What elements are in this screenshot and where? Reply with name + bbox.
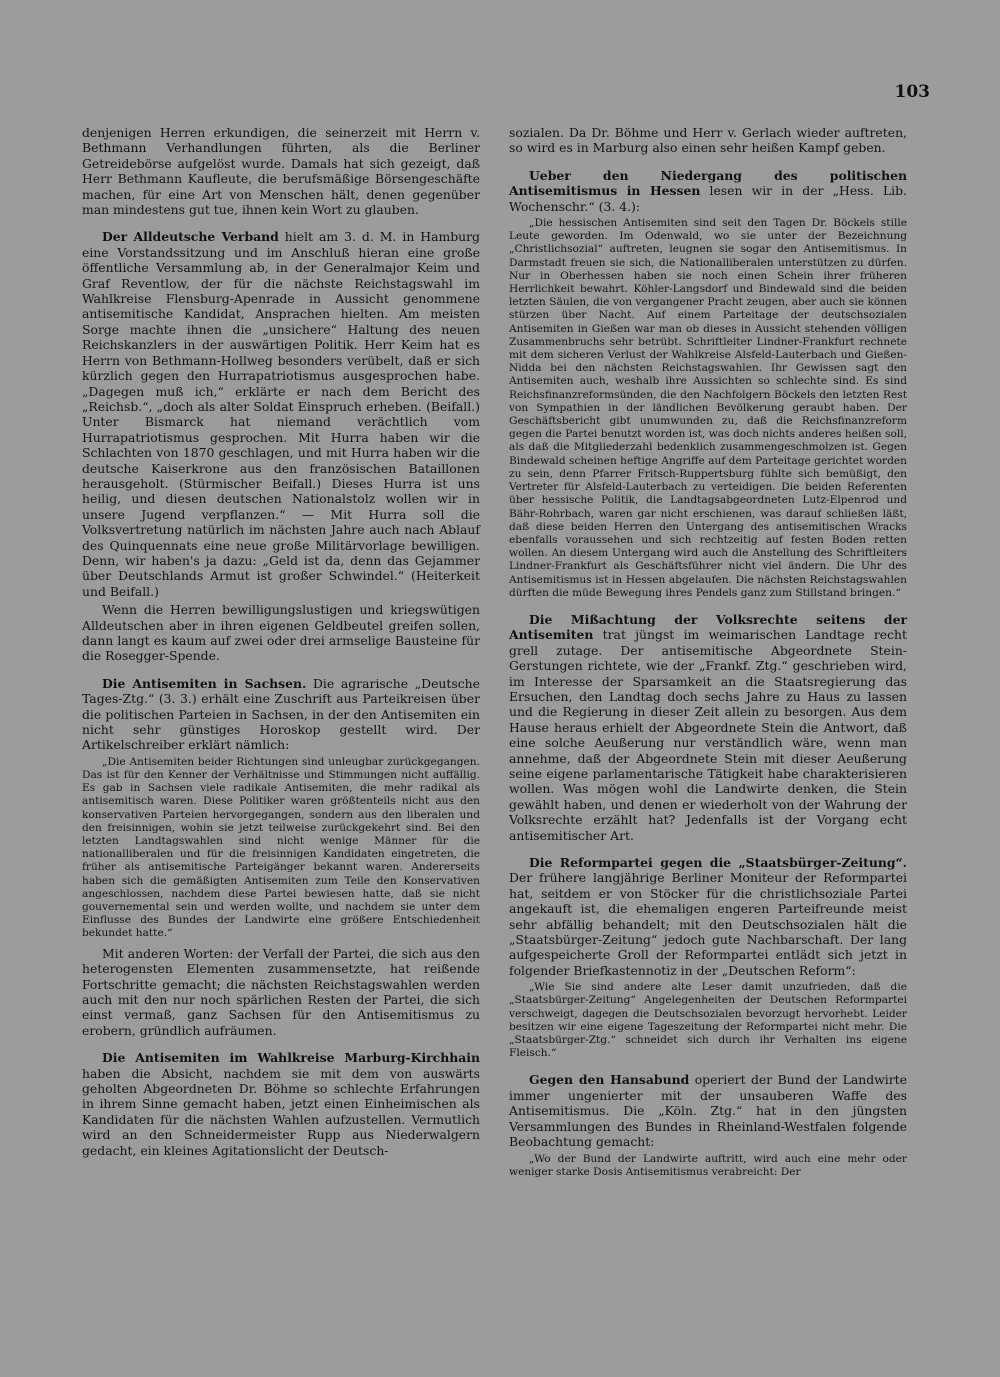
- section-heading: Die Antisemiten in Sachsen.: [102, 675, 307, 691]
- right-paragraph-1: sozialen. Da Dr. Böhme und Herr v. Gerlach wieder auftreten, so wird es in Marburg also einen sehr heißen Kampf geben.: [509, 125, 907, 156]
- section-heading: Die Antisemiten im Wahlkreise Marburg-Kirchhain: [102, 1050, 480, 1066]
- section-heading: Ueber den Niedergang des politischen Antisemitismus in Hessen: [509, 167, 907, 199]
- left-section-marburg: [82, 1050, 480, 1158]
- right-quote-hansabund: „Wo der Bund der Landwirte auftritt, wird auch eine mehr oder weniger starke Dosis Antisemitismus verabreicht: Der: [509, 1152, 907, 1178]
- section-heading: Der Alldeutsche Verband: [102, 229, 279, 245]
- right-section-hessen: [509, 168, 907, 214]
- section-heading: Gegen den Hansabund: [529, 1072, 690, 1088]
- right-section-hansabund: [509, 1072, 907, 1149]
- section-body: operiert der Bund der Landwirte immer ungenierter mit der unsauberen Waffe des Antisemitismus. Die „Köln. Ztg.“ hat in den jüngsten Versammlungen des Bundes in Rheinland-Westfalen folgende Beobachtung gemacht:: [509, 1072, 907, 1150]
- right-quote-reform: „Wie Sie sind andere alte Leser damit unzufrieden, daß die „Staatsbürger-Zeitung“ Angelegenheiten der Deutschen Reformpartei verschweigt, dagegen die Deutschsozialen bevorzugt hervorhebt. Leider besitzen wir eine eigene Tageszeitung der Reformpartei nicht mehr. Die „Staatsbürger-Ztg.“ schneidet sich durch ihr Verhalten ins eigene Fleisch.“: [509, 981, 907, 1060]
- section-body: trat jüngst im weimarischen Landtage recht grell zutage. Der antisemitische Abgeordnete Stein-Gerstungen richtete, wie der „Frankf. Ztg.“ geschrieben wird, im Interesse der Sparsamkeit an die Staatsregierung das Ersuchen, den Landtag doch sechs Jahre zu Haus zu lassen und die Regierung in dieser Zeit allein zu besorgen. Aus dem Hause heraus erhielt der Abgeordnete Stein die Antwort, daß eine solche Aeußerung nur verständlich wäre, wenn man annehme, daß der Abgeordnete Stein mit dieser Aeußerung seine eigene parlamentarische Tätigkeit habe charakterisieren wollen. Was mögen wohl die Landwirte denken, die Stein gewählt haben, und denen er wiederholt von der Wahrung der Volksrechte erzählt hat? Jedenfalls ist der Vorgang echt antisemitischer Art.: [509, 627, 907, 843]
- left-column: [82, 125, 480, 1161]
- right-section-volksrechte: [509, 612, 907, 843]
- left-section-sachsen: [82, 676, 480, 753]
- section-body: hielt am 3. d. M. in Hamburg eine Vorstandssitzung und im Anschluß hieran eine große öffentliche Versammlung ab, in der Generalmajor Keim und Graf Reventlow, der für die nächste Reichstagswahl im Wahlkreise Flensburg-Apenrade in Aussicht genommene antisemitische Kandidat, Ansprachen hielten. Am meisten Sorge machte ihnen die „unsichere“ Haltung des neuen Reichskanzlers in der auswärtigen Politik. Herr Keim hat es Herrn von Bethmann-Hollweg besonders verübelt, daß er sich kürzlich gegen den Hurrapatriotismus ausgesprochen habe. „Dagegen muß ich,“ erklärte er nach dem Bericht des „Reichsb.“, „doch als alter Soldat Einspruch erheben. (Beifall.) Unter Bismarck hat niemand verächtlich vom Hurrapatriotismus gesprochen. Mit Hurra haben wir die Schlachten von 1870 geschlagen, und mit Hurra haben wir die deutsche Kaiserkrone aus den französischen Bataillonen herausgeholt. (Stürmischer Beifall.) Dieses Hurra ist uns heilig, und diesen deutschen Nationalstolz wollen wir in unsere Jugend verpflanzen.“ — Mit Hurra soll die Volksvertretung natürlich im nächsten Jahre auch nach Ablauf des Quinquennats eine neue große Militärvorlage bewilligen. Denn, wir haben's ja dazu: „Geld ist da, denn das Gejammer über Deutschlands Armut ist großer Schwindel.“ (Heiterkeit und Beifall.): [82, 229, 480, 599]
- section-heading: Die Reformpartei gegen die „Staatsbürger-Zeitung“.: [529, 855, 907, 871]
- left-paragraph-1: denjenigen Herren erkundigen, die seinerzeit mit Herrn v. Bethmann Verhandlungen führten, als die Berliner Getreidebörse aufgelöst wurde. Damals hat sich gezeigt, daß Herr Bethmann Kaufleute, die berufsmäßige Börsengeschäfte machen, für eine Art von Menschen hält, denen gegenüber man mindestens gut tue, ihnen kein Wort zu glauben.: [82, 125, 480, 218]
- page-number: 103: [894, 82, 930, 102]
- section-heading: Die Mißachtung der Volksrechte seitens der Antisemiten: [509, 611, 907, 643]
- section-body: Der frühere langjährige Berliner Moniteur der Reformpartei hat, seitdem er von Stöcker für die christlichsoziale Partei angekauft ist, die ehemaligen engeren Parteifreunde meist sehr abfällig behandelt; mit den Deutschsozialen hält die „Staatsbürger-Zeitung“ jedoch gute Nachbarschaft. Der lang aufgespeicherte Groll der Reformpartei entlädt sich jetzt in folgender Briefkastennotiz in der „Deutschen Reform“:: [509, 870, 907, 978]
- left-paragraph-rosegger: Wenn die Herren bewilligungslustigen und kriegswütigen Alldeutschen aber in ihren eigenen Geldbeutel greifen sollen, dann langt es kaum auf zwei oder drei armselige Bausteine für die Rosegger-Spende.: [82, 602, 480, 664]
- left-paragraph-verfall: Mit anderen Worten: der Verfall der Partei, die sich aus den heterogensten Elementen zusammensetzte, hat reißende Fortschritte gemacht; die nächsten Reichstagswahlen werden auch mit den nur noch spärlichen Resten der Partei, die sich einst vermaß, ganz Sachsen für den Antisemitismus zu erobern, gründlich aufräumen.: [82, 945, 480, 1038]
- right-section-reformpartei: [509, 855, 907, 978]
- left-quote-sachsen: „Die Antisemiten beider Richtungen sind unleugbar zurückgegangen. Das ist für den Kenner der Verhältnisse und Stimmungen nicht auffällig. Es gab in Sachsen viele radikale Antisemiten, die mehr radikal als antisemitisch waren. Diese Politiker waren größtenteils nicht aus den konservativen Parteien hervorgegangen, sondern aus den liberalen und den freisinnigen, wohin sie jetzt teilweise zurückgekehrt sind. Bei den letzten Landtagswahlen sind nicht wenige Männer für die nationalliberalen und für die freisinnigen Kandidaten eingetreten, die früher als antisemitische Parteigänger bekannt waren. Andererseits haben sich die gemäßigten Antisemiten zum Teile den Konservativen angeschlossen, nachdem diese Partei bewiesen hatte, daß sie nicht gouvernemental sein und werden wollte, und nachdem sie unter dem Einflusse des Bundes der Landwirte eine größere Entschiedenheit bekundet hatte.“: [82, 755, 480, 940]
- section-body: Die agrarische „Deutsche Tages-Ztg.“ (3. 3.) erhält eine Zuschrift aus Parteikreisen über die politischen Parteien in Sachsen, in der den Antisemiten ein nicht sehr günstiges Horoskop gestellt wird. Der Artikelschreiber erklärt nämlich:: [82, 675, 480, 753]
- right-column: [509, 125, 907, 1184]
- section-body: haben die Absicht, nachdem sie mit dem von auswärts geholten Abgeordneten Dr. Böhme so schlechte Erfahrungen in ihrem Sinne gemacht haben, jetzt einen Einheimischen als Kandidaten für die nächsten Wahlen aufzustellen. Vermutlich wird an den Schneidermeister Rupp aus Niederwalgern gedacht, ein kleines Agitationslicht der Deutsch-: [82, 1065, 480, 1158]
- right-quote-hessen: „Die hessischen Antisemiten sind seit den Tagen Dr. Böckels stille Leute geworden. Im Odenwald, wo sie unter der Bezeichnung „Christlichsozial“ auftreten, leugnen sie sogar den Antisemitismus. In Darmstadt freuen sie sich, die Nationalliberalen unterstützen zu dürfen. Nur in Oberhessen haben sie noch einen Schein ihrer früheren Herrlichkeit bewahrt. Köhler-Langsdorf und Bindewald sind die beiden letzten Säulen, die von vergangener Pracht zeugen, aber auch sie können stürzen über Nacht. Auf einem Parteitage der deutschsozialen Antisemiten in Gießen war man ob dieses in Aussicht stehenden völligen Zusammenbruchs sehr betrübt. Schriftleiter Lindner-Frankfurt rechnete mit dem sicheren Verlust der Wahlkreise Alsfeld-Lauterbach und Gießen-Nidda bei den nächsten Reichstagswahlen. Ihr Gewissen sagt den Antisemiten auch, weshalb ihre Aussichten so schlechte sind. Es sind Reichsfinanzreformsünden, die den Nachfolgern Böckels den letzten Rest von Sympathien in der ländlichen Bevölkerung geraubt haben. Der Geschäftsbericht gibt unumwunden zu, daß die Reichsfinanzreform gegen die Partei benutzt worden ist, was doch nichts anderes heißen soll, als daß die Mitgliederzahl bedenklich zusammengeschmolzen ist. Gegen Bindewald scheinen heftige Angriffe auf dem Parteitage gerichtet worden zu sein, denn Pfarrer Fritsch-Ruppertsburg fühlte sich bemüßigt, den Vertreter für Alsfeld-Lauterbach zu verteidigen. Die beiden Referenten über hessische Politik, die Landtagsabgeordneten Lutz-Elpenrod und Bähr-Rohrbach, waren gar nicht erschienen, was darauf schließen läßt, daß diese beiden Herren den Untergang des antisemitischen Wracks ebenfalls voraussehen und sich rechtzeitig auf festen Boden retten wollen. An diesem Untergang wird auch die Anstellung des Schriftleiters Lindner-Frankfurt als Geschäftsführer nicht viel ändern. Die Uhr des Antisemitismus ist in Hessen abgelaufen. Die nächsten Reichstagswahlen dürften die müde Bewegung ihres Pendels ganz zum Stillstand bringen.“: [509, 217, 907, 599]
- left-section-alldeutsche: [82, 229, 480, 599]
- section-body: lesen wir in der „Hess. Lib. Wochenschr.“ (3. 4.):: [509, 183, 907, 214]
